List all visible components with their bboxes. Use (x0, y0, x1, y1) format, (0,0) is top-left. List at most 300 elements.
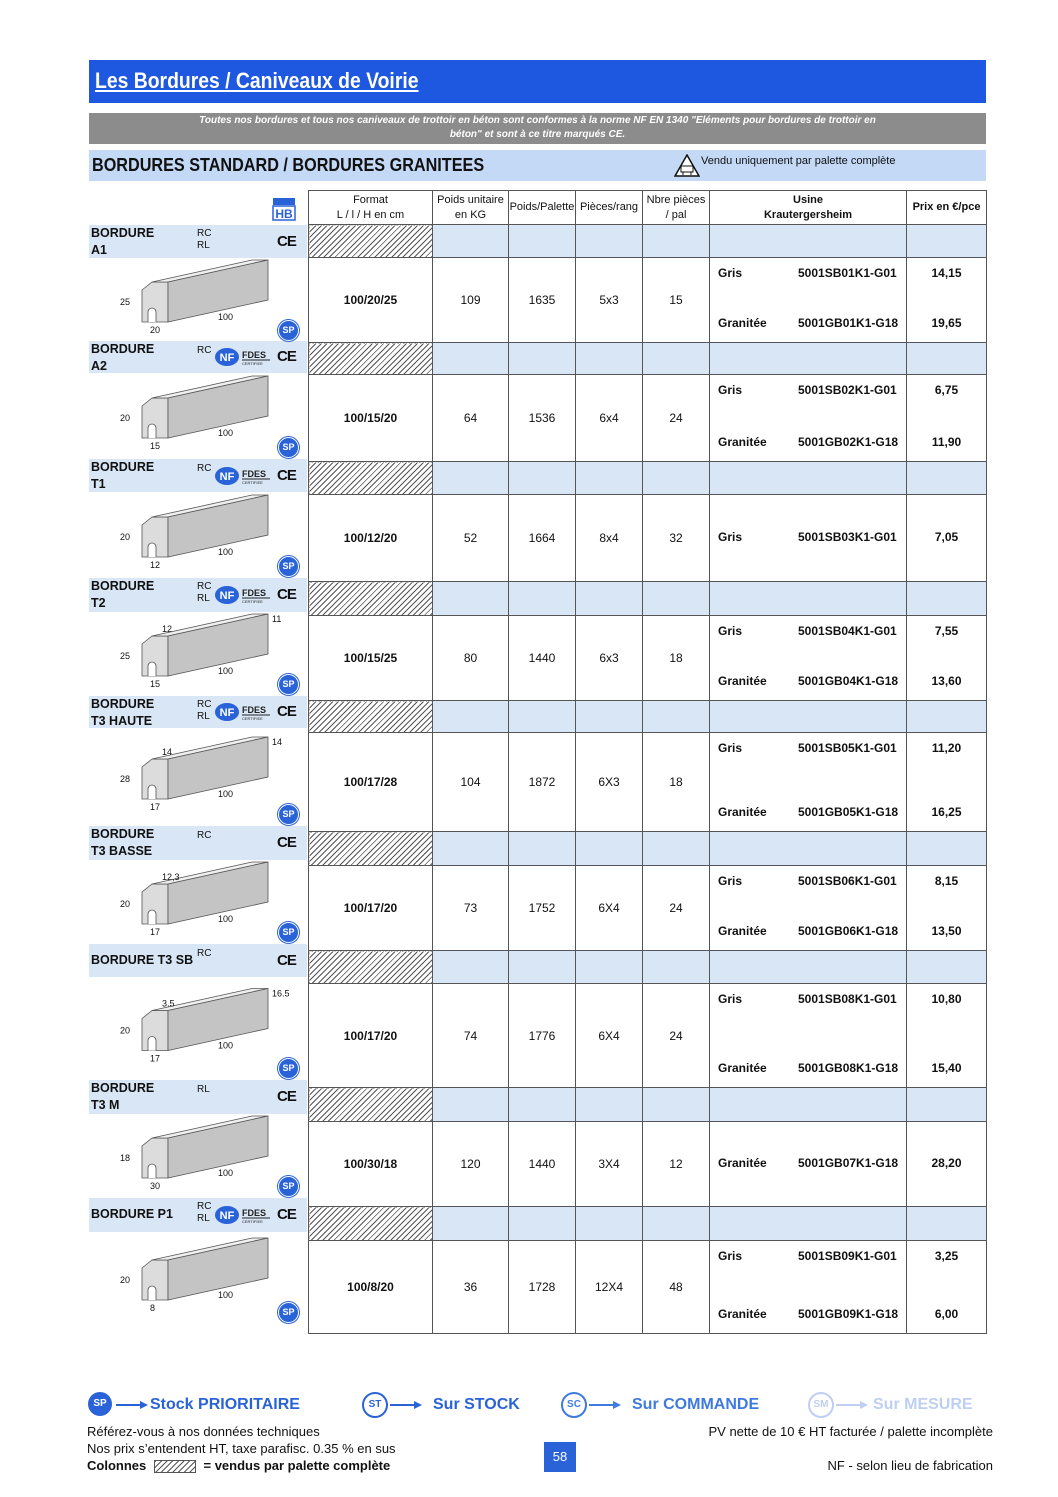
dimension-label: 20 (120, 532, 131, 542)
cell-pieces: 6x3 (576, 616, 643, 701)
ce-mark-icon: CE (277, 951, 296, 969)
code-1: RL (197, 1084, 210, 1095)
product-name (91, 1206, 173, 1223)
product-name-line2: A1 (91, 243, 107, 257)
variant-code: 5001GB01K1-G18 (798, 316, 899, 330)
variant-price: 14,15 (931, 266, 962, 280)
code-2: RL (197, 593, 210, 604)
variant-code: 5001SB06K1-G01 (798, 874, 897, 888)
dimension-label: 17 (150, 1053, 161, 1064)
variant-code: 5001SB05K1-G01 (798, 741, 897, 755)
norm-notice-text: Toutes nos bordures et tous nos caniveaux de trottoir en béton sont conformes à la norme NF EN 1340 "Eléments pour bordures de trottoir en béton" et sont à ce titre marqués CE. (199, 115, 876, 140)
blank-cell (710, 832, 907, 866)
cell-usine (710, 733, 907, 832)
dimension-label: 15 (150, 679, 161, 689)
code-1: RC (197, 345, 212, 356)
product-label-7 (89, 1080, 307, 1114)
blank-cell (907, 582, 987, 616)
product-codes (197, 463, 211, 475)
blank-cell (710, 343, 907, 375)
blank-cell (710, 1088, 907, 1122)
table-header-row (309, 191, 987, 225)
legend-item-sc (561, 1392, 801, 1420)
fdes-sub-text: CERTIFIEE (242, 361, 263, 366)
cell-format: 100/17/20 (309, 866, 433, 951)
dimension-label: 12 (150, 560, 161, 570)
product-name-line2: A2 (91, 359, 107, 373)
hatch-cell (309, 343, 433, 375)
variant-list (710, 258, 906, 342)
curb-groove (148, 662, 156, 676)
cell-format: 100/20/25 (309, 258, 433, 343)
blank-cell (576, 582, 643, 616)
blank-cell (576, 951, 643, 984)
product-name-line2: T1 (91, 477, 106, 491)
dimension-label: 25 (120, 297, 131, 307)
dimension-label: 12,3 (162, 872, 180, 882)
variant-price: 11,20 (931, 741, 962, 755)
variant-price: 13,60 (931, 674, 962, 688)
curb-groove (148, 1164, 156, 1178)
hatch-cell (309, 462, 433, 495)
cell-pieces: 6x4 (576, 375, 643, 462)
cell-poids_pal: 1776 (509, 984, 576, 1088)
blank-cell (509, 1207, 576, 1241)
blank-cell (509, 951, 576, 984)
variant-finish: Granitée (718, 1061, 767, 1075)
cell-pieces: 6X3 (576, 733, 643, 832)
variant-code: 5001GB07K1-G18 (798, 1156, 899, 1170)
variant-list (710, 984, 906, 1087)
fdes-text: FDES (242, 350, 267, 360)
ce-mark-icon: CE (277, 703, 296, 720)
cell-poids: 74 (433, 984, 509, 1088)
variant-code: 5001GB06K1-G18 (798, 924, 899, 938)
variant-finish: Granitée (718, 1307, 767, 1321)
section-title: BORDURES STANDARD / BORDURES GRANITEES (92, 155, 485, 175)
curb-groove (148, 424, 156, 438)
fdes-sub-text: CERTIFIEE (242, 479, 263, 485)
hatch-cell (309, 225, 433, 258)
variant-price: 11,90 (931, 435, 962, 449)
arrow-right-icon (116, 1400, 148, 1410)
cell-nbre: 18 (643, 733, 710, 832)
product-title-row (309, 462, 987, 495)
hb-badge-text: HB (275, 207, 293, 221)
product-codes (197, 1084, 210, 1096)
cell-format: 100/8/20 (309, 1241, 433, 1334)
product-name-line1: BORDURE P1 (91, 1207, 173, 1221)
col-poids: Poids unitaire en KG (433, 191, 509, 225)
code-2: RL (197, 240, 210, 251)
ce-mark-icon: CE (277, 232, 296, 250)
dimension-label: 25 (120, 651, 131, 661)
blank-cell (576, 462, 643, 495)
sp-stock-icon: SP (278, 674, 299, 695)
blank-cell (509, 582, 576, 616)
dimension-label: 14 (162, 747, 173, 757)
product-row (309, 616, 987, 701)
blank-cell (433, 343, 509, 375)
variant-finish: Granitée (718, 924, 767, 938)
product-drawing-3 (110, 612, 300, 696)
curb-groove (148, 785, 156, 799)
cell-poids: 64 (433, 375, 509, 462)
blank-cell (576, 1207, 643, 1241)
product-label-2 (89, 459, 307, 492)
cell-poids_pal: 1728 (509, 1241, 576, 1334)
hatch-cell (309, 832, 433, 866)
product-drawing-6 (110, 977, 300, 1080)
cell-nbre: 32 (643, 495, 710, 582)
cell-poids: 104 (433, 733, 509, 832)
blank-cell (907, 701, 987, 733)
product-title-row (309, 225, 987, 258)
dimension-label: 30 (150, 1181, 161, 1191)
cell-poids: 80 (433, 616, 509, 701)
product-label-4 (89, 696, 307, 728)
cell-prix (907, 375, 987, 462)
blank-cell (643, 701, 710, 733)
cell-poids_pal: 1752 (509, 866, 576, 951)
dimension-label: 100 (218, 547, 234, 557)
footer-line-3 (87, 1458, 390, 1473)
arrow-right-icon (836, 1400, 868, 1410)
cell-usine (710, 258, 907, 343)
variant-finish: Gris (718, 741, 743, 755)
product-drawing-7 (110, 1114, 300, 1198)
fdes-sub-text: CERTIFIEE (242, 716, 263, 721)
cell-usine (710, 1122, 907, 1207)
nf-fdes-icon (215, 346, 275, 368)
variant-price: 28,20 (931, 1156, 962, 1170)
variant-finish: Gris (718, 383, 743, 397)
legend-circle-icon: ST (362, 1392, 388, 1418)
blank-cell (710, 582, 907, 616)
product-drawing-4 (110, 728, 300, 826)
product-name (91, 578, 154, 612)
blank-cell (643, 343, 710, 375)
product-name-line2: T3 HAUTE (91, 714, 153, 728)
blank-cell (907, 1088, 987, 1122)
warning-pallet-icon (674, 154, 700, 177)
cell-poids_pal: 1664 (509, 495, 576, 582)
ce-mark-icon: CE (277, 586, 296, 603)
legend-circle-icon: SP (88, 1392, 112, 1416)
product-drawing-8 (110, 1232, 300, 1324)
product-name (91, 225, 154, 259)
fdes-sub-text: CERTIFIEE (242, 599, 263, 604)
cell-usine (710, 1241, 907, 1334)
variant-list (710, 495, 906, 581)
arrow-right-icon (589, 1400, 621, 1410)
product-drawing-2 (110, 492, 300, 578)
hatch-cell (309, 1207, 433, 1241)
variant-price: 7,05 (934, 530, 959, 544)
sp-stock-icon: SP (278, 437, 299, 458)
variant-finish: Gris (718, 266, 743, 280)
col-format: Format L / l / H en cm (309, 191, 433, 225)
blank-cell (509, 701, 576, 733)
price-list (907, 495, 986, 581)
product-label-8 (89, 1198, 307, 1232)
page-number: 58 (544, 1442, 576, 1472)
section-warning: Vendu uniquement par palette complète (701, 155, 896, 167)
blank-cell (576, 832, 643, 866)
blank-cell (509, 462, 576, 495)
cell-format: 100/15/20 (309, 375, 433, 462)
cell-poids: 109 (433, 258, 509, 343)
dimension-label: 20 (120, 413, 131, 423)
curb-groove (148, 910, 156, 924)
cell-prix (907, 616, 987, 701)
hatch-cell (309, 951, 433, 984)
variant-code: 5001SB04K1-G01 (798, 624, 897, 638)
dimension-label: 3.5 (162, 998, 175, 1009)
variant-code: 5001SB09K1-G01 (798, 1249, 897, 1263)
variant-code: 5001SB01K1-G01 (798, 266, 897, 280)
curb-groove (148, 308, 156, 322)
footer-right-2: NF - selon lieu de fabrication (827, 1458, 993, 1473)
blank-cell (433, 1207, 509, 1241)
variant-price: 6,00 (934, 1307, 959, 1321)
product-title-row (309, 1088, 987, 1122)
section-header (89, 150, 986, 181)
sp-stock-icon: SP (278, 1176, 299, 1197)
dimension-label: 100 (218, 666, 234, 676)
price-list (907, 375, 986, 461)
footer-line-2: Nos prix s’entendent HT, taxe parafisc. 0.35 % en sus (87, 1441, 396, 1456)
product-codes (197, 699, 211, 723)
variant-price: 3,25 (934, 1249, 959, 1263)
product-name-line1: BORDURE (91, 697, 155, 711)
blank-cell (907, 343, 987, 375)
legend-label: Sur STOCK (433, 1396, 520, 1413)
product-row (309, 1241, 987, 1334)
cell-nbre: 48 (643, 1241, 710, 1334)
blank-cell (710, 701, 907, 733)
footer-columns-desc: = vendus par palette complète (203, 1458, 391, 1473)
product-name-line1: BORDURE (91, 460, 155, 474)
cell-prix (907, 495, 987, 582)
legend-label: Sur COMMANDE (632, 1396, 760, 1413)
cell-poids: 73 (433, 866, 509, 951)
variant-price: 10,80 (931, 992, 962, 1006)
product-label-6 (89, 944, 307, 977)
blank-cell (433, 832, 509, 866)
blank-cell (509, 832, 576, 866)
variant-list (710, 1241, 906, 1333)
legend-label: Stock PRIORITAIRE (150, 1396, 300, 1413)
cell-usine (710, 616, 907, 701)
product-name-line2: T3 M (91, 1098, 120, 1112)
blank-cell (433, 225, 509, 258)
ce-mark-icon: CE (277, 1206, 296, 1223)
product-label-0 (89, 225, 307, 258)
nf-fdes-icon (215, 1204, 275, 1226)
variant-code: 5001SB02K1-G01 (798, 383, 897, 397)
dimension-label: 100 (218, 1040, 234, 1051)
sp-stock-icon: SP (278, 804, 299, 825)
fdes-sub-text: CERTIFIEE (242, 1219, 263, 1224)
product-drawing-0 (110, 258, 300, 342)
blank-cell (509, 343, 576, 375)
sp-stock-icon: SP (278, 1302, 299, 1323)
cell-pieces: 5x3 (576, 258, 643, 343)
blank-cell (643, 951, 710, 984)
product-drawing-5 (110, 860, 300, 944)
cell-prix (907, 1241, 987, 1334)
product-name-line1: BORDURE (91, 342, 155, 356)
dimension-label: 28 (120, 774, 131, 784)
nf-fdes-icon (215, 584, 275, 606)
cell-nbre: 24 (643, 375, 710, 462)
page-title: Les Bordures / Caniveaux de Voirie (95, 68, 419, 93)
price-list (907, 1241, 986, 1333)
variant-finish: Gris (718, 624, 743, 638)
cell-format: 100/30/18 (309, 1122, 433, 1207)
nf-text: NF (219, 590, 235, 602)
variant-finish: Gris (718, 530, 743, 544)
cell-nbre: 24 (643, 866, 710, 951)
variant-price: 7,55 (934, 624, 959, 638)
curb-groove (148, 543, 156, 557)
blank-cell (576, 225, 643, 258)
dimension-label: 100 (218, 914, 234, 924)
blank-cell (433, 582, 509, 616)
page-title-bar (89, 60, 986, 103)
col-nbre: Nbre pièces / pal (643, 191, 710, 225)
code-1: RC (197, 581, 212, 592)
cell-prix (907, 1122, 987, 1207)
hatch-cell (309, 701, 433, 733)
legend-circle-icon: SM (808, 1392, 834, 1418)
blank-cell (710, 225, 907, 258)
col-usine: Usine Krautergersheim (710, 191, 907, 225)
cell-format: 100/17/28 (309, 733, 433, 832)
code-1: RC (197, 228, 212, 239)
blank-cell (710, 462, 907, 495)
variant-price: 8,15 (934, 874, 959, 888)
price-list (907, 733, 986, 831)
cell-usine (710, 984, 907, 1088)
blank-cell (643, 1088, 710, 1122)
price-list (907, 866, 986, 950)
hb-pallet-icon (272, 197, 296, 223)
variant-code: 5001GB09K1-G18 (798, 1307, 899, 1321)
price-list (907, 984, 986, 1087)
product-codes (197, 581, 211, 605)
product-row (309, 495, 987, 582)
blank-cell (907, 951, 987, 984)
cell-nbre: 12 (643, 1122, 710, 1207)
cell-poids: 120 (433, 1122, 509, 1207)
hatch-cell (309, 582, 433, 616)
blank-cell (643, 1207, 710, 1241)
ce-mark-icon: CE (277, 466, 296, 484)
cell-nbre: 15 (643, 258, 710, 343)
code-1: RC (197, 830, 212, 841)
dimension-label: 12 (162, 624, 173, 634)
blank-cell (643, 225, 710, 258)
cell-prix (907, 258, 987, 343)
cell-format: 100/15/25 (309, 616, 433, 701)
product-title-row (309, 832, 987, 866)
sp-stock-icon: SP (278, 556, 299, 577)
nf-text: NF (219, 707, 235, 719)
dimension-label: 17 (150, 927, 161, 937)
blank-cell (710, 1207, 907, 1241)
product-row (309, 984, 987, 1088)
blank-cell (509, 1088, 576, 1122)
dimension-label: 20 (150, 325, 161, 335)
product-row (309, 258, 987, 343)
blank-cell (576, 701, 643, 733)
product-name-line2: T2 (91, 596, 106, 610)
ce-mark-icon: CE (277, 348, 296, 365)
dimension-label: 20 (120, 1025, 131, 1036)
hatch-cell (309, 1088, 433, 1122)
cell-pieces: 8x4 (576, 495, 643, 582)
product-codes (197, 1201, 211, 1225)
footer-right-1: PV nette de 10 € HT facturée / palette incomplète (708, 1424, 993, 1439)
product-drawing-1 (110, 373, 300, 459)
nf-text: NF (219, 470, 235, 483)
blank-cell (433, 701, 509, 733)
code-2: RL (197, 711, 210, 722)
product-codes (197, 345, 211, 357)
variant-price: 13,50 (931, 924, 962, 938)
cell-poids_pal: 1536 (509, 375, 576, 462)
nf-fdes-icon (215, 465, 275, 487)
variant-finish: Gris (718, 874, 743, 888)
cell-usine (710, 495, 907, 582)
dimension-label: 100 (218, 428, 234, 438)
dimension-label: 100 (218, 789, 234, 799)
nf-fdes-icon (215, 701, 275, 723)
nf-text: NF (219, 1210, 235, 1222)
product-name-line2: T3 BASSE (91, 844, 153, 858)
product-name-line1: BORDURE (91, 827, 155, 841)
variant-code: 5001GB04K1-G18 (798, 674, 899, 688)
code-1: RC (197, 699, 212, 710)
norm-notice (89, 113, 986, 144)
legend-item-sm (808, 1392, 1048, 1420)
product-name-line1: BORDURE (91, 226, 155, 240)
product-codes (197, 228, 211, 252)
nf-text: NF (219, 352, 235, 364)
footer-columns-label: Colonnes (87, 1458, 147, 1473)
variant-list (710, 375, 906, 461)
footer-line-1: Référez-vous à nos données techniques (87, 1424, 320, 1439)
col-prix: Prix en €/pce (907, 191, 987, 225)
product-codes (197, 830, 211, 842)
dimension-label: 8 (150, 1303, 156, 1313)
cell-format: 100/12/20 (309, 495, 433, 582)
curb-groove (148, 1037, 156, 1051)
fdes-text: FDES (242, 588, 267, 598)
variant-finish: Granitée (718, 435, 767, 449)
legend-item-sp (88, 1392, 328, 1420)
product-name (91, 952, 193, 969)
product-title-row (309, 343, 987, 375)
price-table (308, 190, 987, 1334)
blank-cell (710, 951, 907, 984)
variant-price: 6,75 (934, 383, 959, 397)
cell-nbre: 18 (643, 616, 710, 701)
blank-cell (509, 225, 576, 258)
cell-pieces: 12X4 (576, 1241, 643, 1334)
